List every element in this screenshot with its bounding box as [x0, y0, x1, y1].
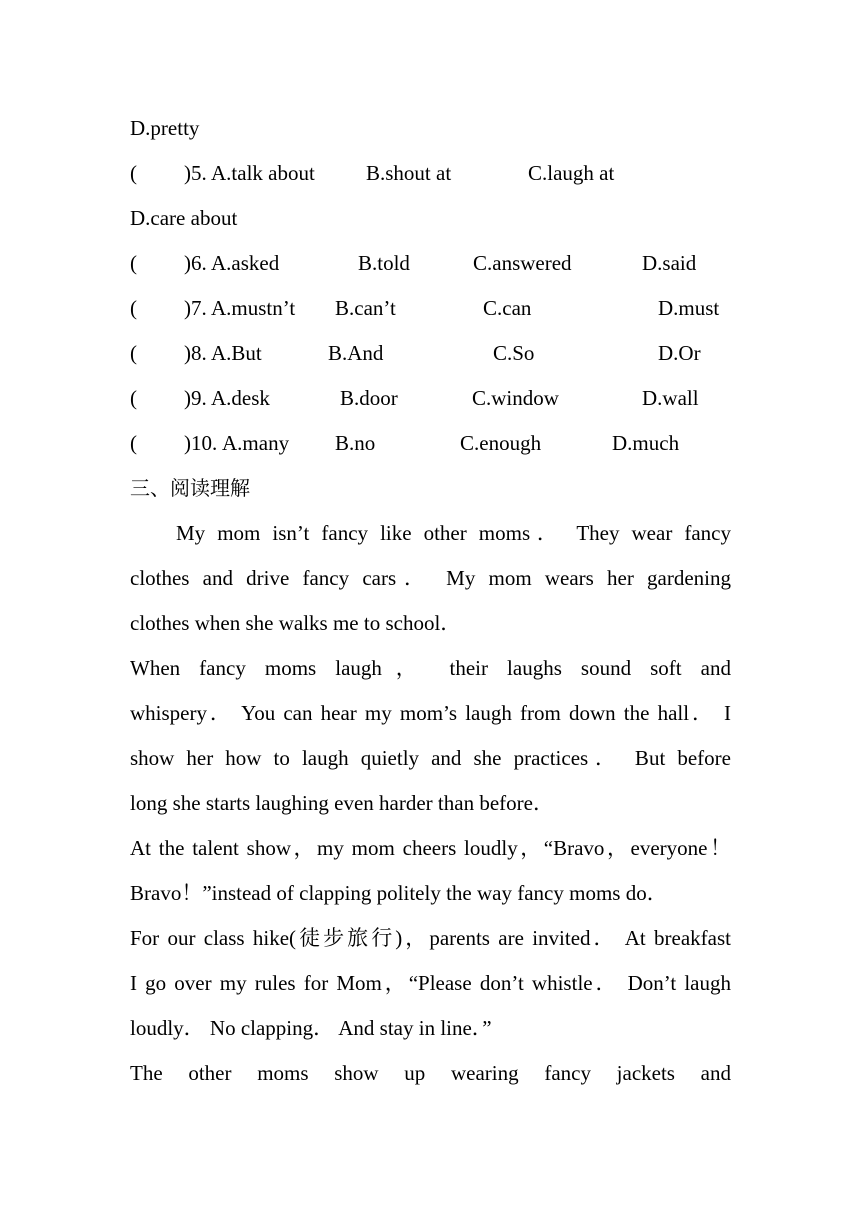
passage-line: I go over my rules for Mom，“Please don’t whistle． Don’t laugh — [130, 971, 731, 995]
passage-line: Bravo！”instead of clapping politely the way fancy moms do． — [130, 881, 668, 905]
passage-line: clothes and drive fancy cars． My mom wears her gardening — [130, 566, 731, 590]
answer-blank-open: ( — [130, 386, 137, 410]
question-number: )10. — [184, 431, 218, 455]
option-c: C.laugh at — [528, 161, 615, 185]
passage-line: At the talent show，my mom cheers loudly，“Bravo，everyone！ — [130, 836, 731, 860]
question-7 — [130, 293, 731, 323]
option-a: A.But — [211, 341, 262, 365]
passage-line: For our class hike(徒步旅行)，parents are invited． At breakfast — [130, 926, 731, 950]
question-number: )6. — [184, 251, 207, 275]
option-d: D.said — [642, 251, 697, 275]
passage-line: long she starts laughing even harder than before． — [130, 791, 554, 815]
question-number: )7. — [184, 296, 207, 320]
option-b: B.no — [335, 431, 376, 455]
answer-blank-open: ( — [130, 296, 137, 320]
option-a: A.many — [222, 431, 290, 455]
passage-line: loudly． No clapping． And stay in line．” — [130, 1016, 492, 1040]
option-a: A.asked — [211, 251, 280, 275]
passage-line: When fancy moms laugh， their laughs sound soft and — [130, 656, 731, 680]
q4-option-d: D.pretty — [130, 116, 200, 140]
option-b: B.shout at — [366, 161, 452, 185]
option-c: C.window — [472, 386, 559, 410]
option-b: B.can’t — [335, 296, 396, 320]
question-number: )9. — [184, 386, 207, 410]
option-b: B.told — [358, 251, 410, 275]
answer-blank-open: ( — [130, 251, 137, 275]
option-b: B.door — [340, 386, 398, 410]
question-10 — [130, 428, 731, 458]
question-5 — [130, 158, 731, 188]
question-8 — [130, 338, 731, 368]
answer-blank-open: ( — [130, 431, 137, 455]
question-number: )5. — [184, 161, 207, 185]
option-b: B.And — [328, 341, 384, 365]
passage-line: clothes when she walks me to school． — [130, 611, 462, 635]
question-9 — [130, 383, 731, 413]
option-a: A.mustn’t — [211, 296, 296, 320]
passage-line: The other moms show up wearing fancy jackets and — [130, 1061, 731, 1085]
option-a: A.desk — [211, 386, 270, 410]
passage-line: My mom isn’t fancy like other moms． They wear fancy — [176, 521, 731, 545]
option-d: D.wall — [642, 386, 699, 410]
answer-blank-open: ( — [130, 161, 137, 185]
question-number: )8. — [184, 341, 207, 365]
option-d: D.Or — [658, 341, 701, 365]
question-6 — [130, 248, 731, 278]
option-c: C.enough — [460, 431, 542, 455]
q5-option-d: D.care about — [130, 206, 238, 230]
option-d: D.much — [612, 431, 680, 455]
passage-line: show her how to laugh quietly and she practices． But before — [130, 746, 731, 770]
section-heading: 三、阅读理解 — [130, 476, 250, 500]
option-c: C.answered — [473, 251, 572, 275]
passage-line: whispery． You can hear my mom’s laugh from down the hall． I — [130, 701, 731, 725]
option-a: A.talk about — [211, 161, 315, 185]
option-c: C.So — [493, 341, 535, 365]
option-c: C.can — [483, 296, 532, 320]
option-d: D.must — [658, 296, 720, 320]
answer-blank-open: ( — [130, 341, 137, 365]
